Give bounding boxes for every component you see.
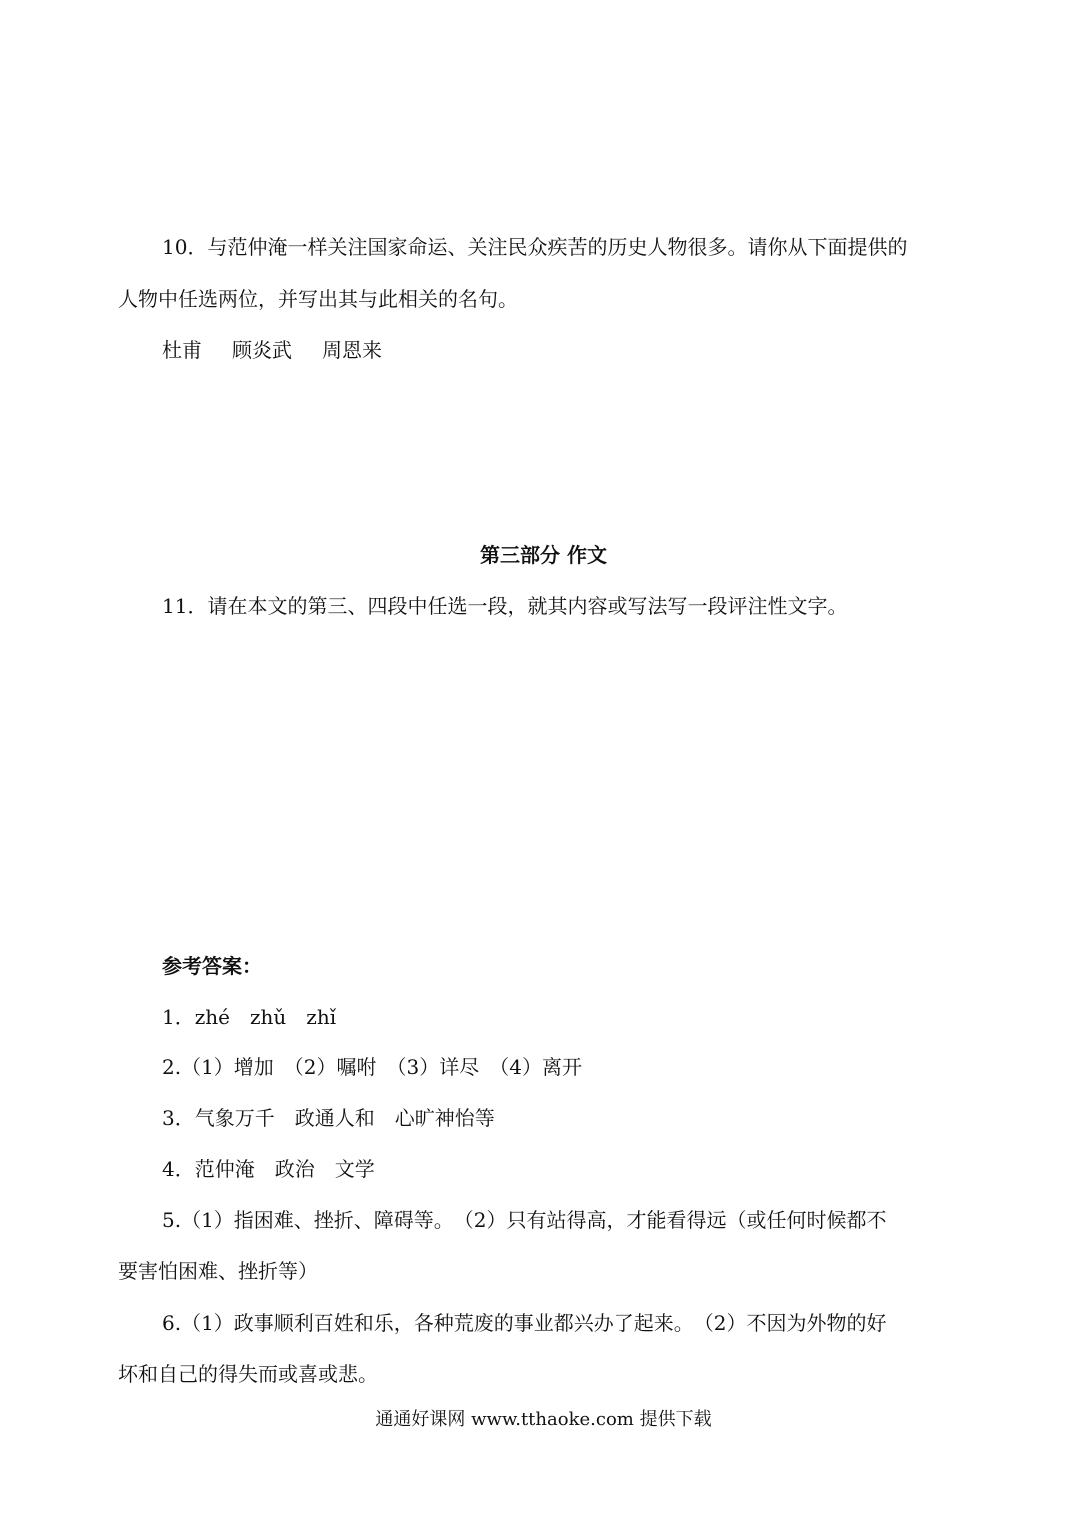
question-11: 11．请在本文的第三、四段中任选一段，就其内容或写法写一段评注性文字。 <box>162 594 848 618</box>
answer-5-line-2: 要害怕困难、挫折等） <box>118 1259 318 1283</box>
answer-5-line-1: 5.（1）指困难、挫折、障碍等。 （2）只有站得高，才能看得远（或任何时候都不 <box>162 1208 887 1232</box>
answers-heading: 参考答案： <box>162 954 262 978</box>
answer-1: 1．zhé zhǔ zhǐ <box>162 1005 337 1029</box>
question-10-line-2: 人物中任选两位，并写出其与此相关的名句。 <box>118 287 518 311</box>
answer-2: 2.（1）增加 （2）嘱咐 （3）详尽 （4）离开 <box>162 1055 582 1079</box>
answer-4: 4．范仲淹 政治 文学 <box>162 1157 375 1181</box>
section-3-title: 第三部分 作文 <box>480 543 607 567</box>
figure-name: 杜甫 <box>162 338 202 362</box>
figure-name: 顾炎武 <box>232 338 292 362</box>
page-footer: 通通好课网 www.tthaoke.com 提供下载 <box>375 1409 712 1430</box>
answer-6-line-1: 6.（1）政事顺利百姓和乐，各种荒废的事业都兴办了起来。 （2）不因为外物的好 <box>162 1311 887 1335</box>
answer-3: 3．气象万千 政通人和 心旷神怡等 <box>162 1106 495 1130</box>
answer-6-line-2: 坏和自己的得失而或喜或悲。 <box>118 1362 378 1386</box>
historical-figures-list <box>162 336 382 364</box>
figure-name: 周恩来 <box>322 338 382 362</box>
question-10-line-1: 10．与范仲淹一样关注国家命运、关注民众疾苦的历史人物很多。请你从下面提供的 <box>162 235 908 259</box>
